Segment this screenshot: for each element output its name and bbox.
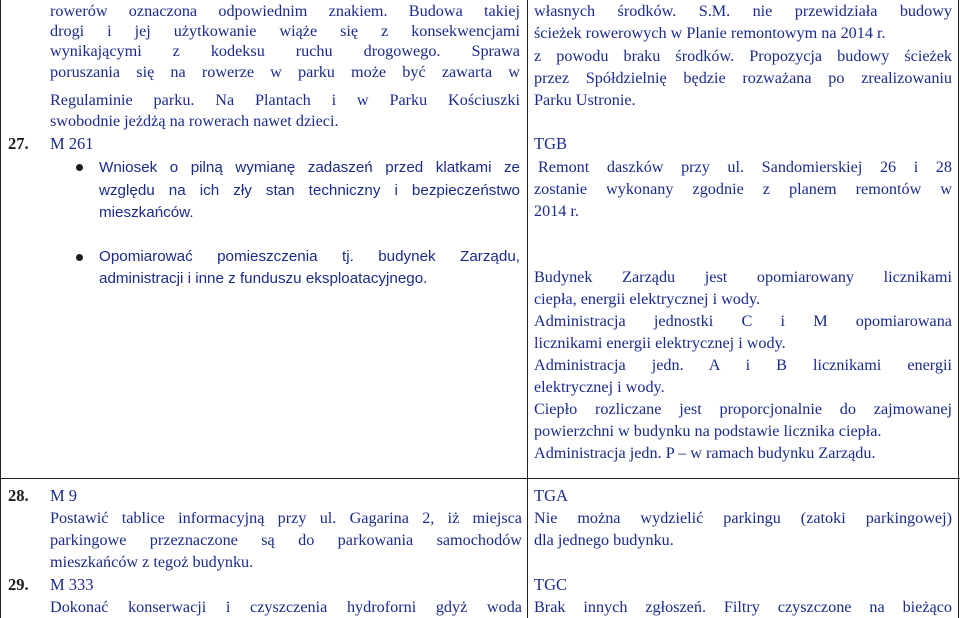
tgb-meter-line-6: elektrycznej i wody. (534, 378, 665, 396)
tgb-meter-line-4: licznikami energii elektrycznej i wody. (534, 334, 786, 352)
right-top-line-5: Parku Ustronie. (534, 91, 636, 109)
table-border-left (0, 0, 1, 618)
item-28-line-1: Postawić tablice informacyjną przy ul. Gagarina 2, iż miejsca (50, 509, 522, 527)
tgb-meter-line-8: powierzchni w budynku na podstawie licznika ciepła. (534, 422, 882, 440)
tgb-meter-line-3: Administracja jednostki C i M opomiarowana (534, 312, 952, 330)
item-27-heading: M 261 (50, 134, 94, 153)
item-28-heading: M 9 (50, 486, 78, 505)
item-29-line-1: Dokonać konserwacji i czyszczenia hydroforni gdyż woda (50, 598, 522, 616)
item-number-27: 27. (8, 134, 29, 153)
right-top-line-2: ścieżek rowerowych w Planie remontowym na 2014 r. (534, 24, 886, 42)
item-29-heading: M 333 (50, 575, 94, 594)
item-number-28: 28. (8, 486, 29, 505)
tgb-meter-line-9: Administracja jedn. P – w ramach budynku Zarządu. (534, 444, 876, 462)
item-27-bullet-1-line-2: względu na ich zły stan techniczny i bezpieczeństwo (99, 182, 520, 199)
tgc-line-1: Brak innych zgłoszeń. Filtry czyszczone na bieżąco (534, 598, 952, 616)
tgb-line-2: zostanie wykonany zgodnie z planem remontów w (534, 180, 952, 198)
tga-line-1: Nie można wydzielić parkingu (zatoki parkingowej) (534, 509, 952, 527)
tgc-heading: TGC (534, 575, 567, 594)
left-top-line-3: wynikającymi z kodeksu ruchu drogowego. Sprawa (50, 42, 520, 60)
left-top-line-6: swobodnie jeżdżą na rowerach nawet dzieci. (50, 112, 339, 130)
bullet-icon (76, 254, 83, 261)
left-top-line-1: rowerów oznaczona odpowiednim znakiem. Budowa takiej (50, 2, 520, 20)
column-divider (527, 0, 528, 618)
item-number-29: 29. (8, 575, 29, 594)
left-top-line-2: drogi i jej użytkowanie wiąże się z konsekwencjami (50, 22, 520, 40)
tgb-line-1: Remont daszków przy ul. Sandomierskiej 26 i 28 (538, 158, 952, 176)
item-28-line-3: mieszkańców z tegoż budynku. (50, 553, 254, 571)
tgb-meter-line-2: ciepła, energii elektrycznej i wody. (534, 290, 761, 308)
right-top-line-1: własnych środków. S.M. nie przewidziała budowy (534, 2, 952, 20)
tgb-meter-line-7: Ciepło rozliczane jest proporcjonalnie do zajmowanej (534, 400, 952, 418)
bullet-icon (76, 164, 83, 171)
tga-line-2: dla jednego budynku. (534, 531, 674, 549)
tgb-meter-line-1: Budynek Zarządu jest opomiarowany licznikami (534, 268, 952, 286)
right-top-line-4: przez Spółdzielnię będzie rozważana po zrealizowaniu (534, 69, 952, 87)
tgb-meter-line-5: Administracja jedn. A i B licznikami energii (534, 356, 952, 374)
left-top-line-4: poruszania się na rowerze w parku może być zawarta w (50, 63, 520, 81)
item-27-bullet-1-line-1: Wniosek o pilną wymianę zadaszeń przed klatkami ze (99, 159, 520, 176)
table-border-right (958, 0, 959, 618)
item-27-bullet-2-line-1: Opomiarować pomieszczenia tj. budynek Zarządu, (99, 248, 520, 265)
item-27-bullet-1-line-3: mieszkańców. (99, 204, 194, 221)
row-divider-28 (0, 478, 960, 479)
item-27-bullet-2-line-2: administracji i inne z funduszu eksploatacyjnego. (99, 270, 428, 287)
tga-heading: TGA (534, 486, 568, 505)
left-top-line-5: Regulaminie parku. Na Plantach i w Parku Kościuszki (50, 91, 520, 109)
item-28-line-2: parkingowe przeznaczone są do parkowania samochodów (50, 531, 522, 549)
tgb-line-3: 2014 r. (534, 202, 579, 220)
tgb-heading: TGB (534, 134, 567, 153)
right-top-line-3: z powodu braku środków. Propozycja budowy ścieżek (534, 47, 952, 65)
